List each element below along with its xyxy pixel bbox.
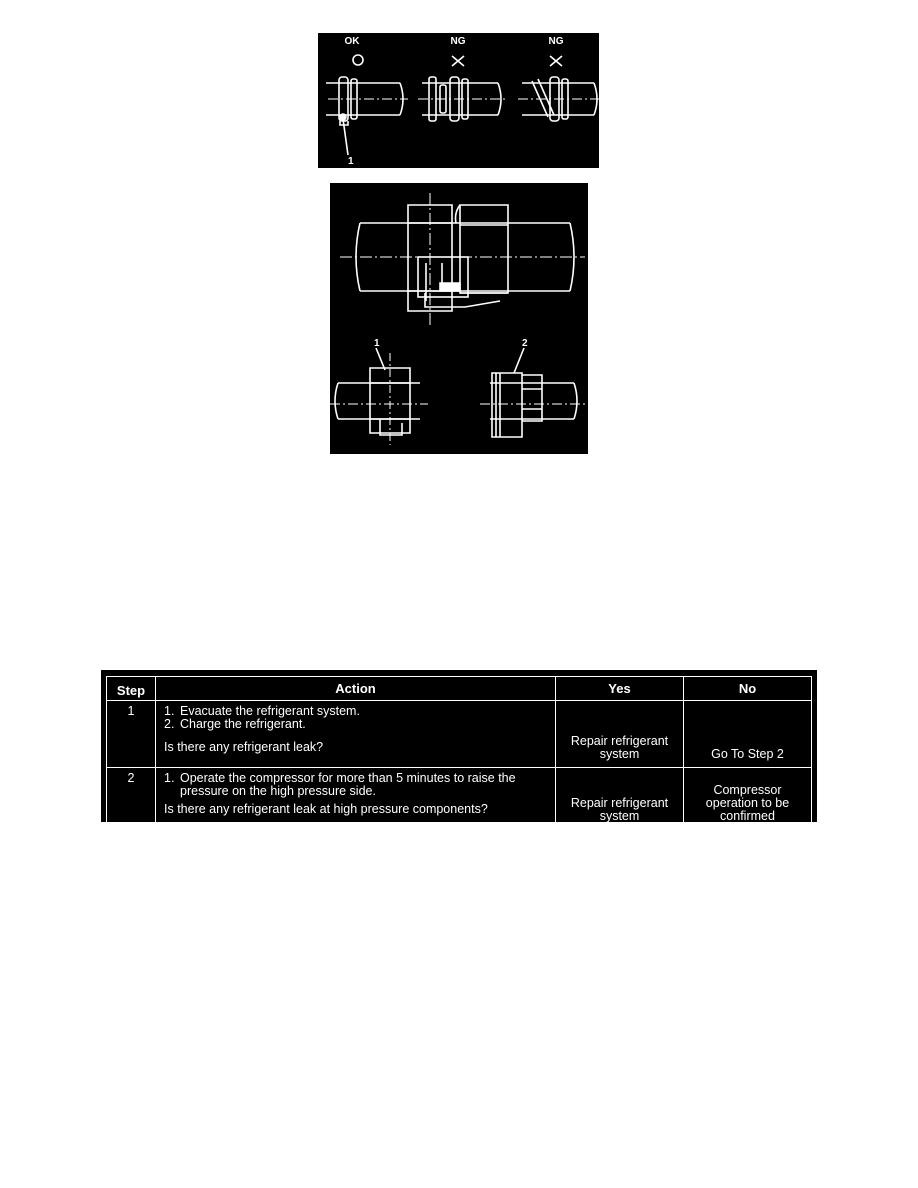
action-item-number: 1.	[164, 771, 175, 785]
ng-label-1: NG	[450, 36, 466, 47]
header-action: Action	[156, 677, 556, 701]
callout-1-label: 1	[348, 156, 354, 167]
action-item-text: Evacuate the refrigerant system.	[180, 704, 360, 718]
diagnostic-table	[106, 676, 812, 830]
action-cell	[156, 701, 556, 768]
ok-label: OK	[344, 36, 360, 47]
header-yes: Yes	[556, 677, 684, 701]
table-row	[107, 768, 812, 830]
yes-result: Repair refrigerant system	[570, 734, 669, 761]
no-cell	[684, 701, 812, 768]
step-number: 2	[107, 768, 156, 830]
action-item-number: 2.	[164, 717, 175, 731]
action-item-number: 1.	[164, 704, 175, 718]
header-no: No	[684, 677, 812, 701]
action-item-text: Operate the compressor for more than 5 minutes to raise the pressure on the high pressure side.	[180, 771, 516, 798]
table-header-row	[107, 677, 812, 701]
table-row	[107, 701, 812, 768]
no-result: Compressor operation to be confirmed	[705, 783, 790, 823]
ng-label-2: NG	[548, 36, 564, 47]
ng-cross-icon-1	[452, 56, 464, 66]
action-item	[164, 772, 549, 798]
header-step: Step	[107, 677, 156, 701]
step-number: 1	[107, 701, 156, 768]
action-question: Is there any refrigerant leak?	[164, 740, 324, 754]
action-item	[164, 718, 549, 731]
yes-cell	[556, 701, 684, 768]
action-item-text: Charge the refrigerant.	[180, 717, 306, 731]
ng-cross-icon-2	[550, 56, 562, 66]
no-result: Go To Step 2	[711, 747, 784, 761]
callout-1-fitting-label: 1	[374, 338, 380, 349]
oring-installation-drawing	[318, 33, 599, 168]
diagnostic-table-panel	[101, 670, 817, 822]
fitting-section-drawing	[330, 183, 588, 454]
action-question: Is there any refrigerant leak at high pressure components?	[164, 802, 488, 816]
fitting-tightening-figure	[330, 183, 588, 454]
yes-result: Repair refrigerant system	[570, 796, 669, 823]
action-cell	[156, 768, 556, 830]
callout-2-fitting-label: 2	[522, 338, 528, 349]
yes-cell	[556, 768, 684, 830]
no-cell	[684, 768, 812, 830]
oring-installation-figure	[318, 33, 599, 168]
ok-circle-icon	[353, 55, 363, 65]
